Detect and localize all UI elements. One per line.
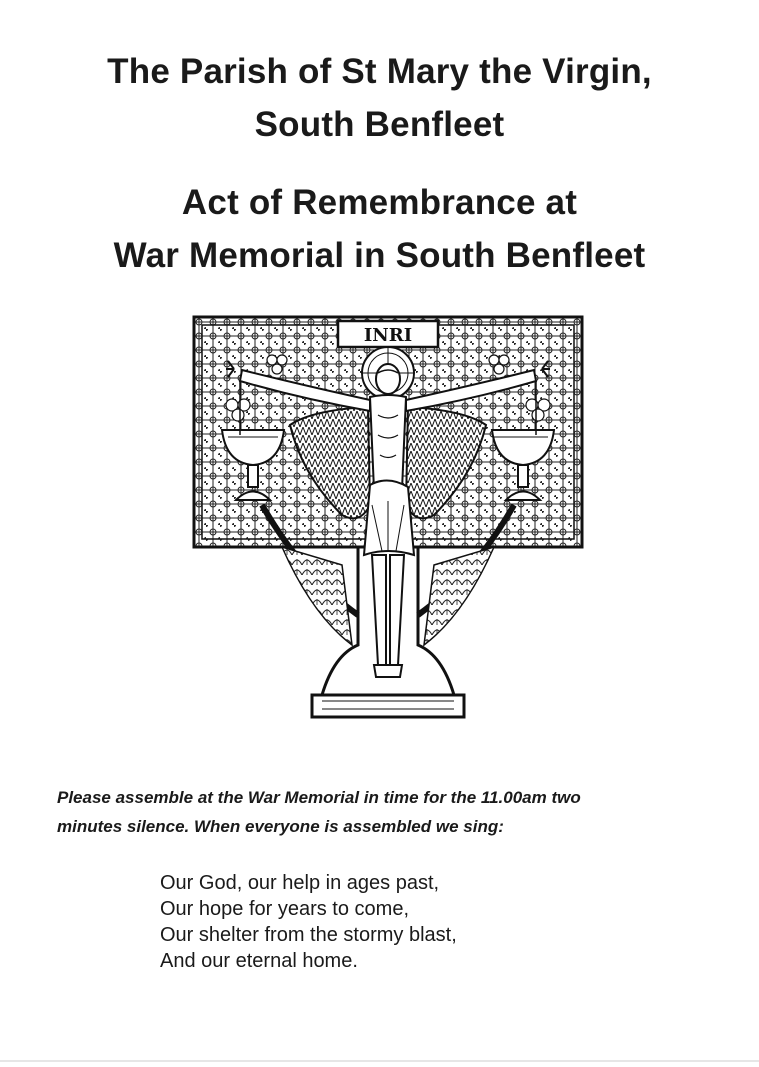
parish-title-line-2: South Benfleet [254,105,505,144]
hymn-line: Our shelter from the stormy blast, [160,924,457,946]
instructions-line-1: Please assemble at the War Memorial in time for the 11.00am two [57,788,581,807]
hymn-line: Our hope for years to come, [160,898,410,920]
assembly-instructions [57,783,747,841]
parish-title [0,45,759,151]
service-title-line-1: Act of Remembrance at [181,183,578,222]
service-title [0,176,759,282]
instructions-line-2: minutes silence. When everyone is assembled we sing: [57,817,504,836]
hymn-line: And our eternal home. [160,950,358,972]
scan-edge-divider [0,1060,759,1062]
crucifix-woodcut-icon [192,315,584,720]
inscription-label: INRI [363,325,413,346]
service-title-line-2: War Memorial in South Benfleet [113,236,646,275]
hymn-line: Our God, our help in ages past, [160,872,440,894]
hymn-verse [160,870,720,974]
parish-title-line-1: The Parish of St Mary the Virgin, [107,52,652,91]
